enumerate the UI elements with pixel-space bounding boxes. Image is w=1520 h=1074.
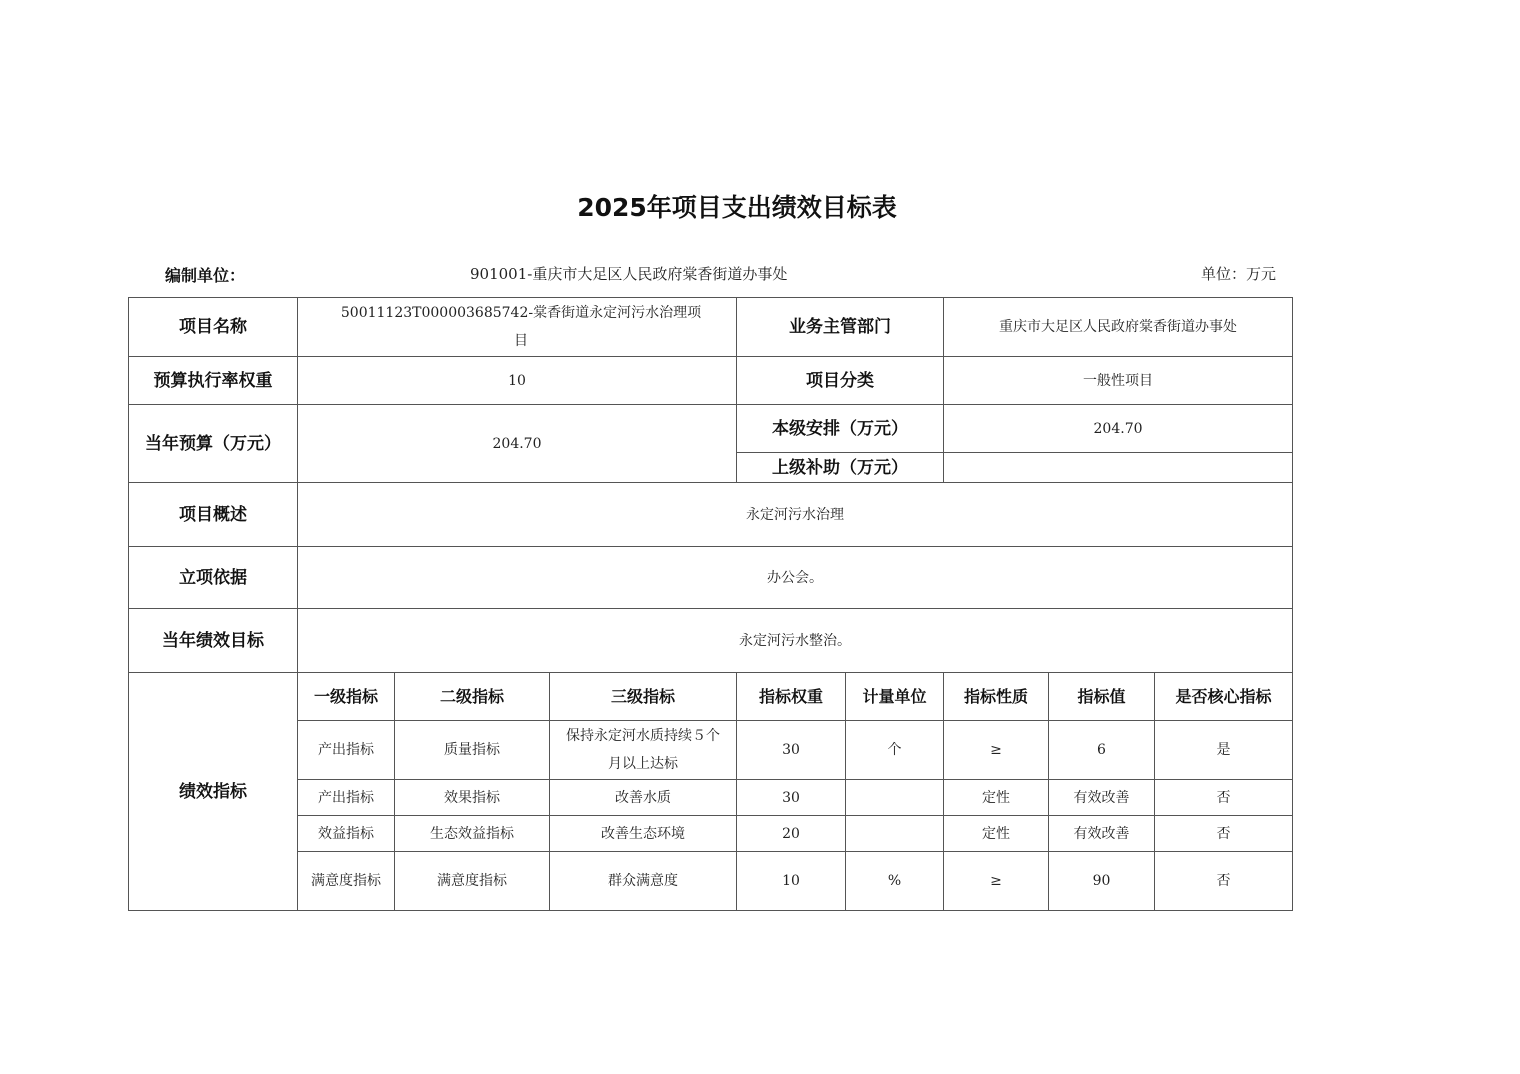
budget-label: 当年预算（万元） xyxy=(129,405,298,483)
cell-unit xyxy=(846,816,944,852)
cell-value: 90 xyxy=(1049,852,1155,911)
local-label: 本级安排（万元） xyxy=(737,405,944,453)
cell-weight: 20 xyxy=(737,816,846,852)
header-core: 是否核心指标 xyxy=(1155,673,1293,721)
cell-unit: % xyxy=(846,852,944,911)
dept-value: 重庆市大足区人民政府棠香街道办事处 xyxy=(944,298,1293,357)
org-label: 编制单位： xyxy=(165,266,246,285)
cell-level2: 生态效益指标 xyxy=(395,816,550,852)
cell-level1: 效益指标 xyxy=(298,816,395,852)
header-level2: 二级指标 xyxy=(395,673,550,721)
category-value: 一般性项目 xyxy=(944,357,1293,405)
page-title: 2025年项目支出绩效目标表 xyxy=(577,193,897,222)
table-row xyxy=(129,816,1293,852)
cell-level1: 满意度指标 xyxy=(298,852,395,911)
cell-nature: 定性 xyxy=(944,780,1049,816)
cell-level3: 保持永定河水质持续５个月以上达标 xyxy=(550,721,737,780)
project-name-label: 项目名称 xyxy=(129,298,298,357)
header-level3: 三级指标 xyxy=(550,673,737,721)
header-nature: 指标性质 xyxy=(944,673,1049,721)
cell-weight: 30 xyxy=(737,780,846,816)
cell-value: 有效改善 xyxy=(1049,780,1155,816)
cell-level1: 产出指标 xyxy=(298,721,395,780)
upper-label: 上级补助（万元） xyxy=(737,453,944,483)
table-row xyxy=(129,721,1293,780)
cell-value: 有效改善 xyxy=(1049,816,1155,852)
project-name-value: 50011123T000003685742-棠香街道永定河污水治理项目 xyxy=(298,298,737,357)
cell-unit: 个 xyxy=(846,721,944,780)
category-label: 项目分类 xyxy=(737,357,944,405)
cell-weight: 30 xyxy=(737,721,846,780)
header-weight: 指标权重 xyxy=(737,673,846,721)
basis-value: 办公会。 xyxy=(298,547,1293,609)
cell-weight: 10 xyxy=(737,852,846,911)
weight-value: 10 xyxy=(298,357,737,405)
cell-level2: 满意度指标 xyxy=(395,852,550,911)
local-value: 204.70 xyxy=(944,405,1293,453)
org-value: 901001-重庆市大足区人民政府棠香街道办事处 xyxy=(470,265,788,283)
table-row xyxy=(129,780,1293,816)
cell-level3: 改善生态环境 xyxy=(550,816,737,852)
basis-label: 立项依据 xyxy=(129,547,298,609)
cell-level2: 效果指标 xyxy=(395,780,550,816)
goal-label: 当年绩效目标 xyxy=(129,609,298,673)
cell-level3: 群众满意度 xyxy=(550,852,737,911)
header-value: 指标值 xyxy=(1049,673,1155,721)
cell-level2: 质量指标 xyxy=(395,721,550,780)
header-level1: 一级指标 xyxy=(298,673,395,721)
cell-unit xyxy=(846,780,944,816)
cell-nature: ≥ xyxy=(944,721,1049,780)
weight-label: 预算执行率权重 xyxy=(129,357,298,405)
cell-level3: 改善水质 xyxy=(550,780,737,816)
cell-core: 否 xyxy=(1155,852,1293,911)
cell-nature: 定性 xyxy=(944,816,1049,852)
cell-level1: 产出指标 xyxy=(298,780,395,816)
cell-core: 否 xyxy=(1155,780,1293,816)
goal-value: 永定河污水整治。 xyxy=(298,609,1293,673)
indicator-section-label: 绩效指标 xyxy=(129,673,298,911)
cell-nature: ≥ xyxy=(944,852,1049,911)
table-row xyxy=(129,852,1293,911)
unit-label: 单位：万元 xyxy=(1201,265,1277,283)
dept-label: 业务主管部门 xyxy=(737,298,944,357)
overview-value: 永定河污水治理 xyxy=(298,483,1293,547)
header-unit: 计量单位 xyxy=(846,673,944,721)
upper-value xyxy=(944,453,1293,483)
overview-label: 项目概述 xyxy=(129,483,298,547)
performance-table xyxy=(128,297,1293,911)
cell-value: 6 xyxy=(1049,721,1155,780)
cell-core: 否 xyxy=(1155,816,1293,852)
budget-value: 204.70 xyxy=(298,405,737,483)
cell-core: 是 xyxy=(1155,721,1293,780)
